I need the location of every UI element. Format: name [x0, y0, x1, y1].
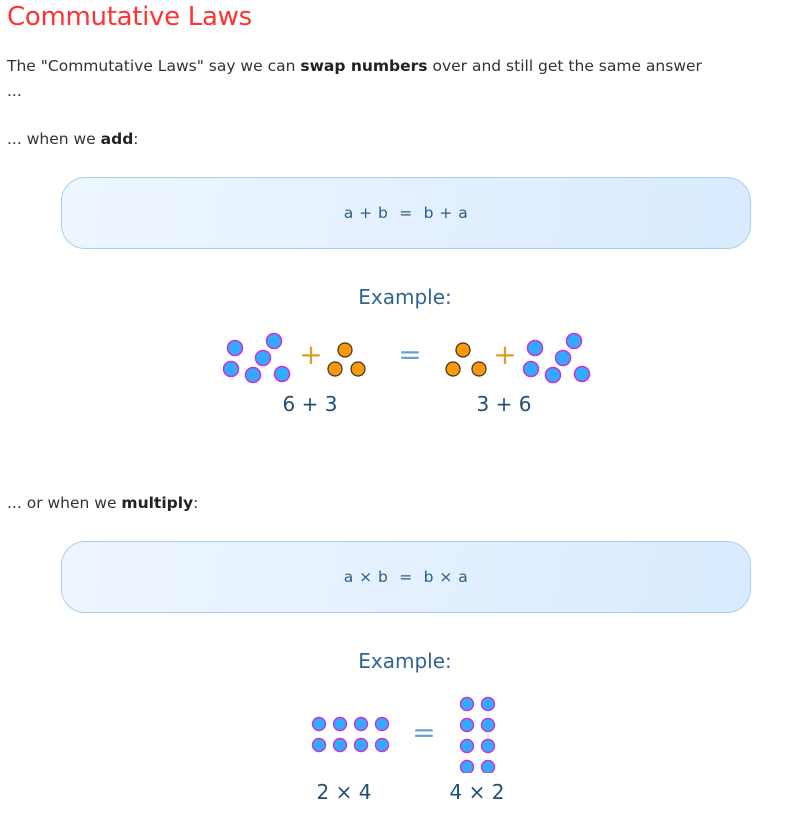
- blue-dot: [256, 351, 271, 366]
- orange-dot: [456, 343, 470, 357]
- add-bold-text: add: [100, 130, 134, 148]
- blue-dot: [313, 718, 326, 731]
- multiply-left-caption: 2 × 4: [316, 780, 372, 804]
- page-title: Commutative Laws: [7, 2, 252, 32]
- right-blue-dots-group: [524, 334, 590, 383]
- blue-dot: [334, 718, 347, 731]
- left-dot-grid: [313, 718, 389, 752]
- multiply-right-caption: 4 × 2: [449, 780, 505, 804]
- multiply-formula: a × b = b × a: [343, 568, 469, 586]
- blue-dot: [275, 367, 290, 382]
- addition-example-figure: [215, 330, 615, 390]
- intro-text-end: over and still get the same answer ...: [7, 57, 702, 100]
- blue-dot: [461, 719, 474, 732]
- blue-dot: [546, 368, 561, 383]
- blue-dot: [461, 761, 474, 774]
- intro-bold-text: swap numbers: [300, 57, 428, 75]
- blue-dot: [224, 362, 239, 377]
- blue-dot: [313, 739, 326, 752]
- blue-dot: [575, 367, 590, 382]
- blue-dot: [461, 740, 474, 753]
- add-left-caption: 6 + 3: [282, 392, 338, 416]
- equals-sign: =: [412, 716, 436, 749]
- left-blue-dots-group: [224, 334, 290, 383]
- multiply-intro-text: ... or when we: [7, 494, 122, 512]
- orange-dot: [338, 343, 352, 357]
- multiply-intro: [7, 491, 198, 516]
- add-right-caption: 3 + 6: [476, 392, 532, 416]
- multiply-formula-box: [61, 541, 751, 613]
- orange-dot: [328, 362, 342, 376]
- blue-dot: [267, 334, 282, 349]
- add-example-label: Example:: [358, 285, 452, 309]
- blue-dot: [334, 739, 347, 752]
- right-orange-dots-group: [446, 343, 486, 376]
- multiplication-example-figure: [300, 693, 520, 773]
- blue-dot: [246, 368, 261, 383]
- add-intro-text: ... when we: [7, 130, 101, 148]
- blue-dot: [528, 341, 543, 356]
- multiply-bold-text: multiply: [121, 494, 194, 512]
- blue-dot: [355, 739, 368, 752]
- multiply-example-label: Example:: [358, 649, 452, 673]
- blue-dot: [376, 718, 389, 731]
- plus-sign: +: [299, 338, 323, 371]
- blue-dot: [482, 719, 495, 732]
- right-dot-grid: [461, 698, 495, 774]
- add-intro-colon: :: [133, 130, 139, 148]
- orange-dot: [472, 362, 486, 376]
- intro-paragraph: [7, 54, 707, 104]
- intro-text-start: The "Commutative Laws" say we can: [7, 57, 301, 75]
- left-orange-dots-group: [328, 343, 365, 376]
- orange-dot: [446, 362, 460, 376]
- blue-dot: [482, 761, 495, 774]
- blue-dot: [556, 351, 571, 366]
- plus-sign: +: [493, 338, 517, 371]
- blue-dot: [567, 334, 582, 349]
- blue-dot: [461, 698, 474, 711]
- blue-dot: [482, 698, 495, 711]
- blue-dot: [376, 739, 389, 752]
- blue-dot: [482, 740, 495, 753]
- add-formula-box: [61, 177, 751, 249]
- blue-dot: [228, 341, 243, 356]
- multiply-intro-colon: :: [193, 494, 199, 512]
- orange-dot: [351, 362, 365, 376]
- add-formula: a + b = b + a: [343, 204, 469, 222]
- blue-dot: [355, 718, 368, 731]
- equals-sign: =: [398, 338, 422, 371]
- blue-dot: [524, 362, 539, 377]
- add-intro: [7, 127, 139, 152]
